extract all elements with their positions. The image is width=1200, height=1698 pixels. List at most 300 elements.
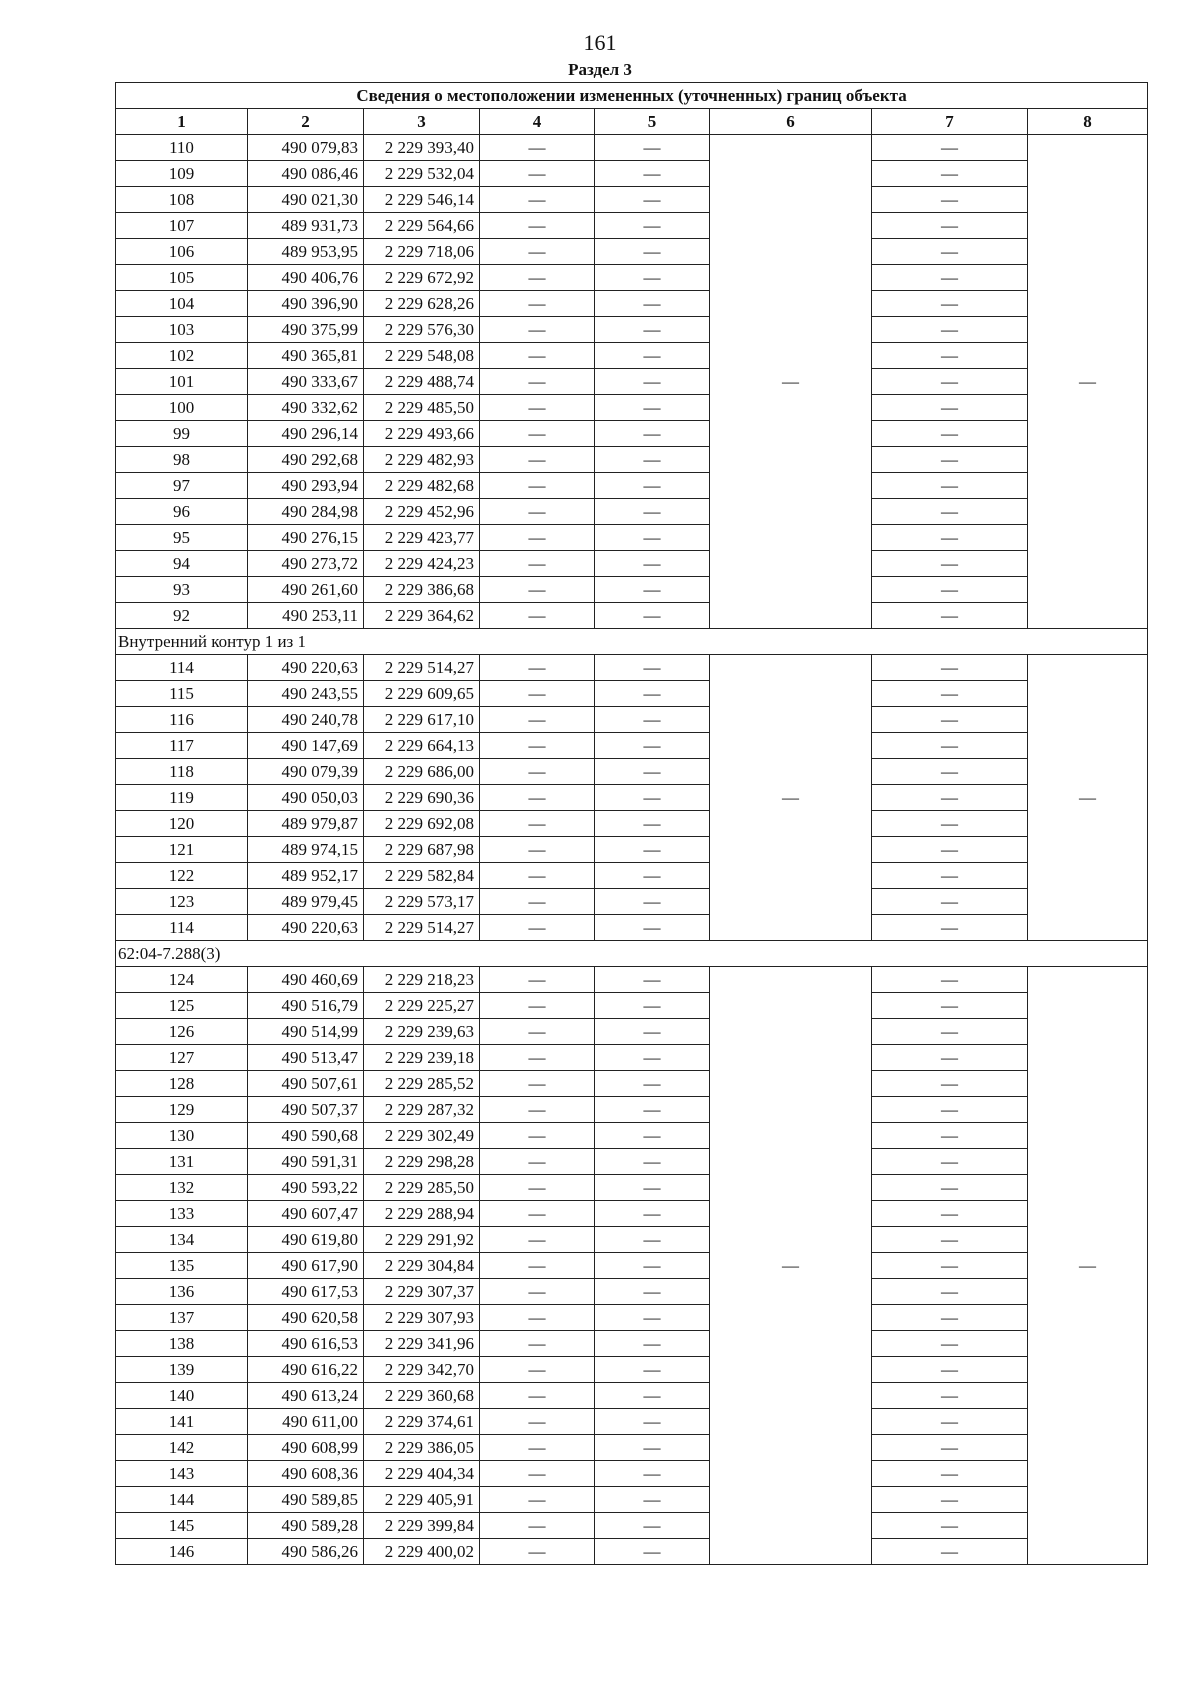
col7-cell: — — [872, 707, 1028, 733]
col5-cell: — — [595, 1097, 710, 1123]
col5-cell: — — [595, 369, 710, 395]
x-coordinate-cell: 490 620,58 — [248, 1305, 364, 1331]
col7-cell: — — [872, 811, 1028, 837]
y-coordinate-cell: 2 229 239,63 — [364, 1019, 480, 1045]
table-row — [116, 1097, 1148, 1123]
col7-cell: — — [872, 603, 1028, 629]
col7-cell: — — [872, 1253, 1028, 1279]
x-coordinate-cell: 490 607,47 — [248, 1201, 364, 1227]
col4-cell: — — [480, 369, 595, 395]
col7-cell: — — [872, 915, 1028, 941]
point-number-cell: 106 — [116, 239, 248, 265]
col4-cell: — — [480, 317, 595, 343]
point-number-cell: 142 — [116, 1435, 248, 1461]
point-number-cell: 145 — [116, 1513, 248, 1539]
col7-cell: — — [872, 1435, 1028, 1461]
point-number-cell: 146 — [116, 1539, 248, 1565]
y-coordinate-cell: 2 229 573,17 — [364, 889, 480, 915]
y-coordinate-cell: 2 229 617,10 — [364, 707, 480, 733]
col6-merged-cell: — — [710, 655, 872, 941]
table-row — [116, 837, 1148, 863]
col5-cell: — — [595, 1019, 710, 1045]
col7-cell: — — [872, 837, 1028, 863]
col4-cell: — — [480, 1383, 595, 1409]
point-number-cell: 110 — [116, 135, 248, 161]
y-coordinate-cell: 2 229 304,84 — [364, 1253, 480, 1279]
table-row — [116, 1539, 1148, 1565]
y-coordinate-cell: 2 229 576,30 — [364, 317, 480, 343]
section-title: Раздел 3 — [568, 60, 632, 79]
point-number-cell: 94 — [116, 551, 248, 577]
x-coordinate-cell: 490 460,69 — [248, 967, 364, 993]
point-number-cell: 137 — [116, 1305, 248, 1331]
table-row — [116, 551, 1148, 577]
x-coordinate-cell: 490 284,98 — [248, 499, 364, 525]
col5-cell: — — [595, 1305, 710, 1331]
col4-cell: — — [480, 863, 595, 889]
col4-cell: — — [480, 811, 595, 837]
col7-cell: — — [872, 1539, 1028, 1565]
col5-cell: — — [595, 265, 710, 291]
col4-cell: — — [480, 1201, 595, 1227]
x-coordinate-cell: 489 979,87 — [248, 811, 364, 837]
point-number-cell: 109 — [116, 161, 248, 187]
col4-cell: — — [480, 135, 595, 161]
x-coordinate-cell: 490 273,72 — [248, 551, 364, 577]
point-number-cell: 134 — [116, 1227, 248, 1253]
column-header-row — [116, 109, 1148, 135]
y-coordinate-cell: 2 229 514,27 — [364, 915, 480, 941]
col5-cell: — — [595, 603, 710, 629]
table-row — [116, 733, 1148, 759]
x-coordinate-cell: 490 611,00 — [248, 1409, 364, 1435]
table-row — [116, 135, 1148, 161]
table-row — [116, 993, 1148, 1019]
col5-cell: — — [595, 1045, 710, 1071]
col7-cell: — — [872, 967, 1028, 993]
col7-cell: — — [872, 265, 1028, 291]
col5-cell: — — [595, 1539, 710, 1565]
table-row — [116, 1149, 1148, 1175]
col7-cell: — — [872, 343, 1028, 369]
table-row — [116, 213, 1148, 239]
x-coordinate-cell: 490 406,76 — [248, 265, 364, 291]
col4-cell: — — [480, 993, 595, 1019]
x-coordinate-cell: 490 086,46 — [248, 161, 364, 187]
col7-cell: — — [872, 1513, 1028, 1539]
table-row — [116, 1409, 1148, 1435]
col4-cell: — — [480, 213, 595, 239]
point-number-cell: 102 — [116, 343, 248, 369]
point-number-cell: 92 — [116, 603, 248, 629]
table-row — [116, 1357, 1148, 1383]
x-coordinate-cell: 489 931,73 — [248, 213, 364, 239]
point-number-cell: 132 — [116, 1175, 248, 1201]
point-number-cell: 115 — [116, 681, 248, 707]
col7-cell: — — [872, 187, 1028, 213]
page-number: 161 — [583, 30, 617, 55]
point-number-cell: 125 — [116, 993, 248, 1019]
col7-cell: — — [872, 395, 1028, 421]
col7-cell: — — [872, 863, 1028, 889]
col5-cell: — — [595, 785, 710, 811]
col4-cell: — — [480, 525, 595, 551]
y-coordinate-cell: 2 229 400,02 — [364, 1539, 480, 1565]
col4-cell: — — [480, 733, 595, 759]
y-coordinate-cell: 2 229 307,37 — [364, 1279, 480, 1305]
x-coordinate-cell: 490 589,28 — [248, 1513, 364, 1539]
col4-cell: — — [480, 1045, 595, 1071]
col5-cell: — — [595, 1409, 710, 1435]
point-number-cell: 143 — [116, 1461, 248, 1487]
point-number-cell: 130 — [116, 1123, 248, 1149]
table-row — [116, 1019, 1148, 1045]
col4-cell: — — [480, 1175, 595, 1201]
table-row — [116, 1227, 1148, 1253]
point-number-cell: 96 — [116, 499, 248, 525]
col4-cell: — — [480, 577, 595, 603]
col7-cell: — — [872, 1201, 1028, 1227]
col4-cell: — — [480, 1539, 595, 1565]
col4-cell: — — [480, 551, 595, 577]
col7-cell: — — [872, 291, 1028, 317]
table-row — [116, 317, 1148, 343]
y-coordinate-cell: 2 229 564,66 — [364, 213, 480, 239]
y-coordinate-cell: 2 229 423,77 — [364, 525, 480, 551]
col4-cell: — — [480, 655, 595, 681]
y-coordinate-cell: 2 229 302,49 — [364, 1123, 480, 1149]
table-row — [116, 785, 1148, 811]
x-coordinate-cell: 490 292,68 — [248, 447, 364, 473]
x-coordinate-cell: 490 608,99 — [248, 1435, 364, 1461]
y-coordinate-cell: 2 229 609,65 — [364, 681, 480, 707]
y-coordinate-cell: 2 229 285,50 — [364, 1175, 480, 1201]
col4-cell: — — [480, 447, 595, 473]
col5-cell: — — [595, 1357, 710, 1383]
col5-cell: — — [595, 1331, 710, 1357]
table-row — [116, 1071, 1148, 1097]
table-row — [116, 811, 1148, 837]
point-number-cell: 124 — [116, 967, 248, 993]
col7-cell: — — [872, 1409, 1028, 1435]
x-coordinate-cell: 490 616,53 — [248, 1331, 364, 1357]
x-coordinate-cell: 490 243,55 — [248, 681, 364, 707]
table-title-row — [116, 83, 1148, 109]
col5-cell: — — [595, 213, 710, 239]
col5-cell: — — [595, 1227, 710, 1253]
table-row — [116, 707, 1148, 733]
x-coordinate-cell: 490 513,47 — [248, 1045, 364, 1071]
col6-merged-cell: — — [710, 967, 872, 1565]
table-row — [116, 1383, 1148, 1409]
col5-cell: — — [595, 759, 710, 785]
col5-cell: — — [595, 187, 710, 213]
contour-label-row — [116, 941, 1148, 967]
col5-cell: — — [595, 1201, 710, 1227]
y-coordinate-cell: 2 229 692,08 — [364, 811, 480, 837]
col4-cell: — — [480, 915, 595, 941]
table-row — [116, 1461, 1148, 1487]
y-coordinate-cell: 2 229 482,68 — [364, 473, 480, 499]
column-header: 2 — [248, 109, 364, 135]
x-coordinate-cell: 490 586,26 — [248, 1539, 364, 1565]
col7-cell: — — [872, 1487, 1028, 1513]
col4-cell: — — [480, 395, 595, 421]
y-coordinate-cell: 2 229 291,92 — [364, 1227, 480, 1253]
table-row — [116, 447, 1148, 473]
y-coordinate-cell: 2 229 424,23 — [364, 551, 480, 577]
col5-cell: — — [595, 837, 710, 863]
point-number-cell: 126 — [116, 1019, 248, 1045]
x-coordinate-cell: 490 079,39 — [248, 759, 364, 785]
table-row — [116, 343, 1148, 369]
y-coordinate-cell: 2 229 287,32 — [364, 1097, 480, 1123]
coordinates-table — [115, 82, 1148, 1565]
y-coordinate-cell: 2 229 364,62 — [364, 603, 480, 629]
x-coordinate-cell: 490 619,80 — [248, 1227, 364, 1253]
y-coordinate-cell: 2 229 386,68 — [364, 577, 480, 603]
col4-cell: — — [480, 1227, 595, 1253]
col4-cell: — — [480, 1435, 595, 1461]
table-row — [116, 265, 1148, 291]
col7-cell: — — [872, 213, 1028, 239]
col5-cell: — — [595, 499, 710, 525]
col4-cell: — — [480, 1097, 595, 1123]
x-coordinate-cell: 490 507,37 — [248, 1097, 364, 1123]
col5-cell: — — [595, 915, 710, 941]
y-coordinate-cell: 2 229 386,05 — [364, 1435, 480, 1461]
col7-cell: — — [872, 889, 1028, 915]
point-number-cell: 97 — [116, 473, 248, 499]
x-coordinate-cell: 490 293,94 — [248, 473, 364, 499]
table-row — [116, 603, 1148, 629]
col5-cell: — — [595, 889, 710, 915]
column-header: 4 — [480, 109, 595, 135]
col7-cell: — — [872, 525, 1028, 551]
x-coordinate-cell: 490 516,79 — [248, 993, 364, 1019]
col8-merged-cell: — — [1028, 967, 1148, 1565]
col7-cell: — — [872, 1279, 1028, 1305]
table-row — [116, 421, 1148, 447]
point-number-cell: 127 — [116, 1045, 248, 1071]
y-coordinate-cell: 2 229 288,94 — [364, 1201, 480, 1227]
table-row — [116, 1123, 1148, 1149]
col4-cell: — — [480, 161, 595, 187]
x-coordinate-cell: 490 021,30 — [248, 187, 364, 213]
x-coordinate-cell: 490 276,15 — [248, 525, 364, 551]
table-row — [116, 369, 1148, 395]
table-row — [116, 1331, 1148, 1357]
col7-cell: — — [872, 733, 1028, 759]
col7-cell: — — [872, 421, 1028, 447]
point-number-cell: 129 — [116, 1097, 248, 1123]
x-coordinate-cell: 490 514,99 — [248, 1019, 364, 1045]
col7-cell: — — [872, 1305, 1028, 1331]
col5-cell: — — [595, 707, 710, 733]
y-coordinate-cell: 2 229 239,18 — [364, 1045, 480, 1071]
col5-cell: — — [595, 1253, 710, 1279]
y-coordinate-cell: 2 229 482,93 — [364, 447, 480, 473]
x-coordinate-cell: 490 365,81 — [248, 343, 364, 369]
col4-cell: — — [480, 239, 595, 265]
col4-cell: — — [480, 1305, 595, 1331]
col4-cell: — — [480, 889, 595, 915]
x-coordinate-cell: 490 220,63 — [248, 915, 364, 941]
col4-cell: — — [480, 1123, 595, 1149]
col4-cell: — — [480, 1019, 595, 1045]
col7-cell: — — [872, 317, 1028, 343]
point-number-cell: 138 — [116, 1331, 248, 1357]
x-coordinate-cell: 490 296,14 — [248, 421, 364, 447]
y-coordinate-cell: 2 229 582,84 — [364, 863, 480, 889]
col7-cell: — — [872, 239, 1028, 265]
col5-cell: — — [595, 421, 710, 447]
y-coordinate-cell: 2 229 218,23 — [364, 967, 480, 993]
point-number-cell: 100 — [116, 395, 248, 421]
point-number-cell: 98 — [116, 447, 248, 473]
table-row — [116, 1279, 1148, 1305]
col5-cell: — — [595, 395, 710, 421]
contour-label: 62:04-7.288(3) — [116, 941, 1148, 967]
col7-cell: — — [872, 1331, 1028, 1357]
col7-cell: — — [872, 759, 1028, 785]
col7-cell: — — [872, 1383, 1028, 1409]
point-number-cell: 95 — [116, 525, 248, 551]
col5-cell: — — [595, 1071, 710, 1097]
col4-cell: — — [480, 759, 595, 785]
point-number-cell: 123 — [116, 889, 248, 915]
col4-cell: — — [480, 499, 595, 525]
x-coordinate-cell: 489 979,45 — [248, 889, 364, 915]
table-row — [116, 681, 1148, 707]
x-coordinate-cell: 490 507,61 — [248, 1071, 364, 1097]
point-number-cell: 135 — [116, 1253, 248, 1279]
col7-cell: — — [872, 369, 1028, 395]
x-coordinate-cell: 489 953,95 — [248, 239, 364, 265]
col8-merged-cell: — — [1028, 655, 1148, 941]
x-coordinate-cell: 490 240,78 — [248, 707, 364, 733]
x-coordinate-cell: 490 375,99 — [248, 317, 364, 343]
column-header: 5 — [595, 109, 710, 135]
point-number-cell: 108 — [116, 187, 248, 213]
x-coordinate-cell: 490 593,22 — [248, 1175, 364, 1201]
table-row — [116, 1435, 1148, 1461]
point-number-cell: 140 — [116, 1383, 248, 1409]
y-coordinate-cell: 2 229 488,74 — [364, 369, 480, 395]
table-row — [116, 161, 1148, 187]
point-number-cell: 99 — [116, 421, 248, 447]
table-row — [116, 473, 1148, 499]
col5-cell: — — [595, 1461, 710, 1487]
col5-cell: — — [595, 317, 710, 343]
x-coordinate-cell: 490 079,83 — [248, 135, 364, 161]
table-row — [116, 187, 1148, 213]
x-coordinate-cell: 490 589,85 — [248, 1487, 364, 1513]
col4-cell: — — [480, 1331, 595, 1357]
table-row — [116, 967, 1148, 993]
y-coordinate-cell: 2 229 628,26 — [364, 291, 480, 317]
y-coordinate-cell: 2 229 393,40 — [364, 135, 480, 161]
col5-cell: — — [595, 1435, 710, 1461]
y-coordinate-cell: 2 229 485,50 — [364, 395, 480, 421]
table-row — [116, 889, 1148, 915]
col4-cell: — — [480, 1461, 595, 1487]
y-coordinate-cell: 2 229 404,34 — [364, 1461, 480, 1487]
col8-merged-cell: — — [1028, 135, 1148, 629]
table-row — [116, 291, 1148, 317]
col4-cell: — — [480, 785, 595, 811]
col5-cell: — — [595, 447, 710, 473]
point-number-cell: 128 — [116, 1071, 248, 1097]
point-number-cell: 131 — [116, 1149, 248, 1175]
y-coordinate-cell: 2 229 225,27 — [364, 993, 480, 1019]
col4-cell: — — [480, 265, 595, 291]
x-coordinate-cell: 490 332,62 — [248, 395, 364, 421]
point-number-cell: 114 — [116, 655, 248, 681]
col5-cell: — — [595, 863, 710, 889]
y-coordinate-cell: 2 229 548,08 — [364, 343, 480, 369]
table-row — [116, 395, 1148, 421]
col7-cell: — — [872, 447, 1028, 473]
x-coordinate-cell: 490 613,24 — [248, 1383, 364, 1409]
y-coordinate-cell: 2 229 687,98 — [364, 837, 480, 863]
x-coordinate-cell: 490 617,90 — [248, 1253, 364, 1279]
table-title: Сведения о местоположении измененных (уточненных) границ объекта — [116, 83, 1148, 109]
col7-cell: — — [872, 1149, 1028, 1175]
y-coordinate-cell: 2 229 452,96 — [364, 499, 480, 525]
col4-cell: — — [480, 681, 595, 707]
table-row — [116, 577, 1148, 603]
col4-cell: — — [480, 473, 595, 499]
point-number-cell: 114 — [116, 915, 248, 941]
x-coordinate-cell: 490 050,03 — [248, 785, 364, 811]
point-number-cell: 101 — [116, 369, 248, 395]
col5-cell: — — [595, 1175, 710, 1201]
column-header: 8 — [1028, 109, 1148, 135]
table-row — [116, 915, 1148, 941]
col7-cell: — — [872, 655, 1028, 681]
col7-cell: — — [872, 1019, 1028, 1045]
col4-cell: — — [480, 1253, 595, 1279]
col7-cell: — — [872, 1461, 1028, 1487]
y-coordinate-cell: 2 229 360,68 — [364, 1383, 480, 1409]
table-row — [116, 1487, 1148, 1513]
x-coordinate-cell: 490 608,36 — [248, 1461, 364, 1487]
col5-cell: — — [595, 733, 710, 759]
table-row — [116, 1253, 1148, 1279]
table-row — [116, 1513, 1148, 1539]
y-coordinate-cell: 2 229 718,06 — [364, 239, 480, 265]
col7-cell: — — [872, 577, 1028, 603]
y-coordinate-cell: 2 229 285,52 — [364, 1071, 480, 1097]
y-coordinate-cell: 2 229 664,13 — [364, 733, 480, 759]
column-header: 1 — [116, 109, 248, 135]
y-coordinate-cell: 2 229 672,92 — [364, 265, 480, 291]
col5-cell: — — [595, 1487, 710, 1513]
table-row — [116, 655, 1148, 681]
x-coordinate-cell: 490 617,53 — [248, 1279, 364, 1305]
col5-cell: — — [595, 551, 710, 577]
col6-merged-cell: — — [710, 135, 872, 629]
point-number-cell: 116 — [116, 707, 248, 733]
col5-cell: — — [595, 967, 710, 993]
col4-cell: — — [480, 1513, 595, 1539]
col5-cell: — — [595, 1123, 710, 1149]
y-coordinate-cell: 2 229 690,36 — [364, 785, 480, 811]
x-coordinate-cell: 490 333,67 — [248, 369, 364, 395]
y-coordinate-cell: 2 229 298,28 — [364, 1149, 480, 1175]
col4-cell: — — [480, 1357, 595, 1383]
